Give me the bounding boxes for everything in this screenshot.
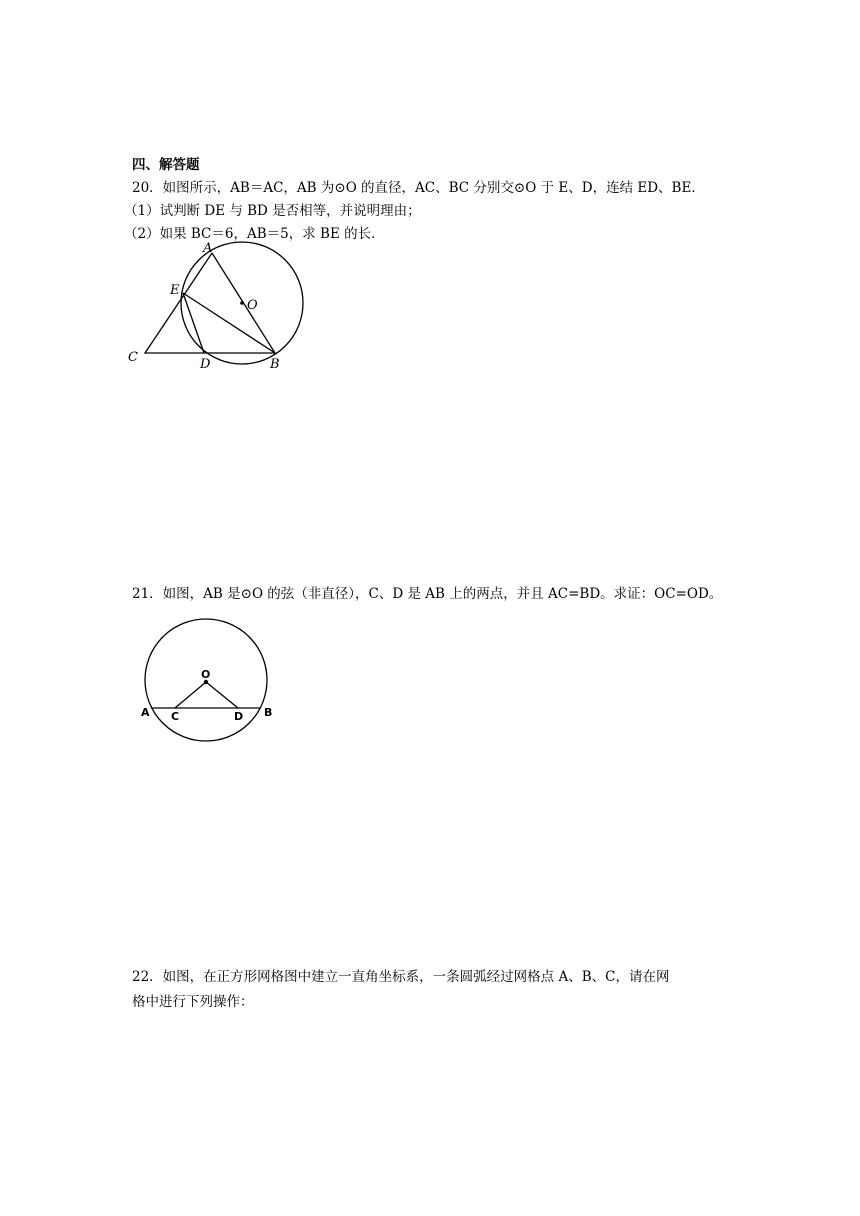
q20-label-o: O <box>247 298 258 313</box>
q20-part1: （1）试判断 DE 与 BD 是否相等，并说明理由； <box>124 203 421 219</box>
q21-figure <box>138 602 288 747</box>
q22-line1: 22．如图，在正方形网格图中建立一直角坐标系，一条圆弧经过网格点 A、B、C，请在网 <box>132 969 670 985</box>
q20-part2: （2）如果 BC＝6，AB＝5，求 BE 的长． <box>124 226 385 242</box>
q21-label-d: D <box>234 710 244 723</box>
q20-label-d: D <box>200 357 211 372</box>
q20-figure <box>120 238 320 378</box>
q21-label-c: C <box>171 710 180 723</box>
q21-stem: 21．如图，AB 是⊙O 的弦（非直径），C、D 是 AB 上的两点，并且 AC=BD。求证：OC=OD。 <box>132 586 723 602</box>
q20-center-dot <box>240 301 244 305</box>
q21-segment-od <box>206 682 238 708</box>
q20-label-a: A <box>203 241 213 256</box>
section-heading: 四、解答题 <box>132 157 200 173</box>
q20-label-b: B <box>270 357 280 372</box>
q20-stem: 20．如图所示，AB＝AC，AB 为⊙O 的直径，AC、BC 分别交⊙O 于 E、D，连结 ED、BE． <box>132 180 705 196</box>
q21-segment-oc <box>175 682 206 708</box>
q21-label-b: B <box>264 706 273 719</box>
q21-label-o: O <box>201 668 211 681</box>
q22-line2: 格中进行下列操作： <box>132 994 254 1010</box>
q20-label-c: C <box>128 350 138 365</box>
q20-label-e: E <box>170 283 180 298</box>
q21-label-a: A <box>141 706 150 719</box>
q20-segment-ed <box>183 293 204 353</box>
